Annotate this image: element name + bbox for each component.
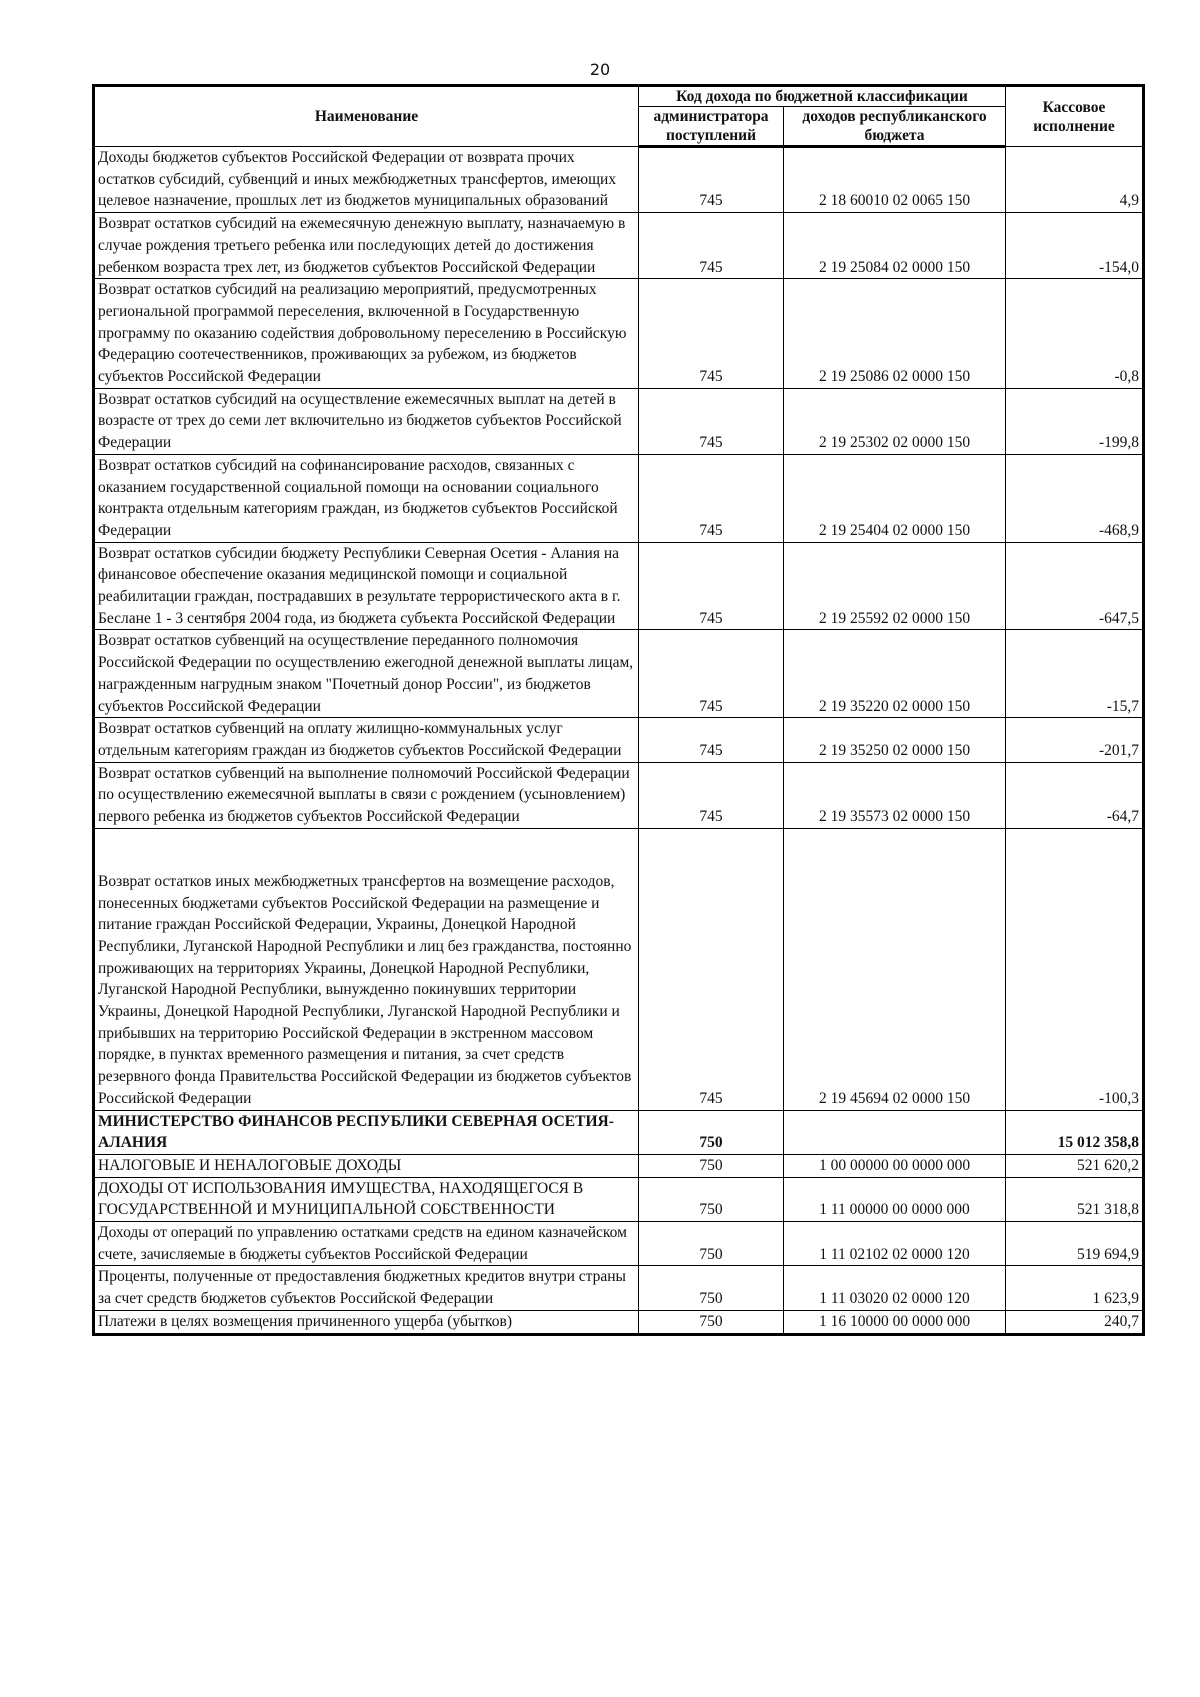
row-amount: 240,7 — [1006, 1310, 1144, 1334]
row-name: Возврат остатков субвенций на выполнение полномочий Российской Федерации по осуществлению ежемесячной выплаты в связи с рождением (усыновлением) первого ребенка из бюджетов субъектов Российской Федерации — [94, 762, 639, 828]
row-revenue-code: 1 11 00000 00 0000 000 — [784, 1177, 1006, 1221]
row-admin-code: 745 — [639, 828, 784, 1110]
table-row — [94, 630, 1144, 718]
row-admin-code: 750 — [639, 1310, 784, 1334]
row-admin-code: 745 — [639, 542, 784, 630]
row-admin-code: 745 — [639, 630, 784, 718]
table-row — [94, 454, 1144, 542]
header-code-group: Код дохода по бюджетной классификации — [639, 86, 1006, 107]
row-revenue-code: 2 19 35250 02 0000 150 — [784, 718, 1006, 762]
row-amount: 521 318,8 — [1006, 1177, 1144, 1221]
row-revenue-code: 2 19 25404 02 0000 150 — [784, 454, 1006, 542]
row-name: Возврат остатков субсидии бюджету Республики Северная Осетия - Алания на финансовое обеспечение оказания медицинской помощи и социальной реабилитации граждан, пострадавших в результате террористического акта в г. Беслане 1 - 3 сентября 2004 года, из бюджета субъекта Российской Федерации — [94, 542, 639, 630]
row-admin-code: 750 — [639, 1222, 784, 1266]
table-row — [94, 1154, 1144, 1177]
table-row — [94, 1110, 1144, 1154]
row-revenue-code: 2 19 25086 02 0000 150 — [784, 279, 1006, 389]
row-admin-code: 750 — [639, 1110, 784, 1154]
row-amount: 15 012 358,8 — [1006, 1110, 1144, 1154]
table-row — [94, 828, 1144, 1110]
row-revenue-code: 2 18 60010 02 0065 150 — [784, 147, 1006, 213]
row-name: Возврат остатков иных межбюджетных трансфертов на возмещение расходов, понесенных бюджетами субъектов Российской Федерации на размещение и питание граждан Российской Федерации, Украины, Донецкой Народной Республики, Луганской Народной Республики и лиц без гражданства, постоянно проживающих на территориях Украины, Донецкой Народной Республики, Луганской Народной Республики, вынужденно покинувших территории Украины, Донецкой Народной Республики, Луганской Народной Республики и прибывших на территорию Российской Федерации в экстренном массовом порядке, в пунктах временного размещения и питания, за счет средств резервного фонда Правительства Российской Федерации из бюджетов субъектов Российской Федерации — [94, 828, 639, 1110]
header-code: доходов республиканского бюджета — [784, 107, 1006, 147]
row-amount: 519 694,9 — [1006, 1222, 1144, 1266]
row-admin-code: 750 — [639, 1154, 784, 1177]
row-amount: -15,7 — [1006, 630, 1144, 718]
table-row — [94, 213, 1144, 279]
row-name: Проценты, полученные от предоставления бюджетных кредитов внутри страны за счет средств бюджетов субъектов Российской Федерации — [94, 1266, 639, 1310]
row-revenue-code: 1 00 00000 00 0000 000 — [784, 1154, 1006, 1177]
table-row — [94, 1310, 1144, 1334]
table-row — [94, 147, 1144, 213]
row-revenue-code — [784, 1110, 1006, 1154]
table-body — [94, 147, 1144, 1335]
row-name: Возврат остатков субсидий на осуществление ежемесячных выплат на детей в возрасте от трех до семи лет включительно из бюджетов субъектов Российской Федерации — [94, 388, 639, 454]
row-name: Доходы от операций по управлению остатками средств на едином казначейском счете, зачисляемые в бюджеты субъектов Российской Федерации — [94, 1222, 639, 1266]
row-name: Возврат остатков субсидий на софинансирование расходов, связанных с оказанием государственной социальной помощи на основании социального контракта отдельным категориям граждан, из бюджетов субъектов Российской Федерации — [94, 454, 639, 542]
table-row — [94, 762, 1144, 828]
row-admin-code: 745 — [639, 762, 784, 828]
table-row — [94, 388, 1144, 454]
header-amount: Кассовое исполнение — [1006, 86, 1144, 147]
row-name: Возврат остатков субсидий на ежемесячную денежную выплату, назначаемую в случае рождения третьего ребенка или последующих детей до достижения ребенком возраста трех лет, из бюджетов субъектов Российской Федерации — [94, 213, 639, 279]
page-number: 20 — [589, 60, 611, 79]
row-revenue-code: 2 19 25084 02 0000 150 — [784, 213, 1006, 279]
row-revenue-code: 2 19 25592 02 0000 150 — [784, 542, 1006, 630]
table-row — [94, 1266, 1144, 1310]
row-revenue-code: 1 16 10000 00 0000 000 — [784, 1310, 1006, 1334]
row-name: ДОХОДЫ ОТ ИСПОЛЬЗОВАНИЯ ИМУЩЕСТВА, НАХОДЯЩЕГОСЯ В ГОСУДАРСТВЕННОЙ И МУНИЦИПАЛЬНОЙ СОБСТВЕННОСТИ — [94, 1177, 639, 1221]
table-row — [94, 542, 1144, 630]
row-name: НАЛОГОВЫЕ И НЕНАЛОГОВЫЕ ДОХОДЫ — [94, 1154, 639, 1177]
row-name: Доходы бюджетов субъектов Российской Федерации от возврата прочих остатков субсидий, субвенций и иных межбюджетных трансфертов, имеющих целевое назначение, прошлых лет из бюджетов муниципальных образований — [94, 147, 639, 213]
row-name: Возврат остатков субвенций на осуществление переданного полномочия Российской Федерации по осуществлению ежегодной денежной выплаты лицам, награжденным нагрудным знаком "Почетный донор России", из бюджетов субъектов Российской Федерации — [94, 630, 639, 718]
row-amount: 4,9 — [1006, 147, 1144, 213]
row-amount: -647,5 — [1006, 542, 1144, 630]
row-amount: -0,8 — [1006, 279, 1144, 389]
row-amount: -154,0 — [1006, 213, 1144, 279]
row-admin-code: 750 — [639, 1266, 784, 1310]
row-admin-code: 745 — [639, 279, 784, 389]
row-amount: 521 620,2 — [1006, 1154, 1144, 1177]
row-name: Возврат остатков субвенций на оплату жилищно-коммунальных услуг отдельным категориям граждан из бюджетов субъектов Российской Федерации — [94, 718, 639, 762]
row-amount: -64,7 — [1006, 762, 1144, 828]
row-revenue-code: 1 11 03020 02 0000 120 — [784, 1266, 1006, 1310]
row-admin-code: 745 — [639, 388, 784, 454]
row-revenue-code: 2 19 35573 02 0000 150 — [784, 762, 1006, 828]
row-admin-code: 745 — [639, 213, 784, 279]
table-row — [94, 718, 1144, 762]
header-name: Наименование — [94, 86, 639, 147]
row-admin-code: 745 — [639, 454, 784, 542]
row-amount: 1 623,9 — [1006, 1266, 1144, 1310]
row-name: МИНИСТЕРСТВО ФИНАНСОВ РЕСПУБЛИКИ СЕВЕРНАЯ ОСЕТИЯ-АЛАНИЯ — [94, 1110, 639, 1154]
table-row — [94, 1222, 1144, 1266]
row-amount: -201,7 — [1006, 718, 1144, 762]
row-revenue-code: 2 19 45694 02 0000 150 — [784, 828, 1006, 1110]
header-admin: администратора поступлений — [639, 107, 784, 147]
row-admin-code: 745 — [639, 147, 784, 213]
revenue-table — [92, 84, 1145, 1336]
table-row — [94, 279, 1144, 389]
row-admin-code: 750 — [639, 1177, 784, 1221]
table-row — [94, 1177, 1144, 1221]
row-revenue-code: 1 11 02102 02 0000 120 — [784, 1222, 1006, 1266]
row-admin-code: 745 — [639, 718, 784, 762]
row-amount: -100,3 — [1006, 828, 1144, 1110]
row-revenue-code: 2 19 25302 02 0000 150 — [784, 388, 1006, 454]
row-name: Платежи в целях возмещения причиненного ущерба (убытков) — [94, 1310, 639, 1334]
row-amount: -468,9 — [1006, 454, 1144, 542]
row-amount: -199,8 — [1006, 388, 1144, 454]
row-name: Возврат остатков субсидий на реализацию мероприятий, предусмотренных региональной программой переселения, включенной в Государственную программу по оказанию содействия добровольному переселению в Российскую Федерацию соотечественников, проживающих за рубежом, из бюджетов субъектов Российской Федерации — [94, 279, 639, 389]
row-revenue-code: 2 19 35220 02 0000 150 — [784, 630, 1006, 718]
